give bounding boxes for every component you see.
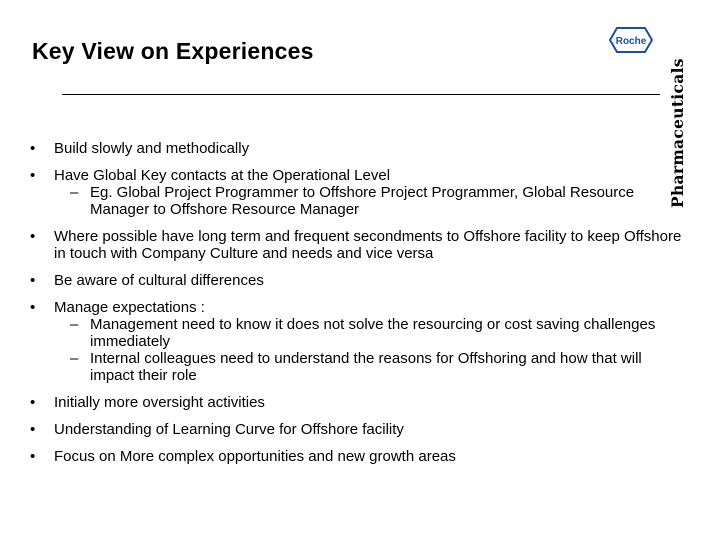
bullet-marker: •: [30, 272, 36, 289]
sub-bullet-marker: –: [70, 350, 79, 367]
bullet-item: [30, 272, 690, 289]
bullet-item: [30, 394, 690, 411]
bullet-text: Build slowly and methodically: [54, 140, 250, 157]
bullet-marker: •: [30, 167, 36, 184]
bullet-item: [30, 140, 690, 157]
sub-bullet-text: Management need to know it does not solve the resourcing or cost saving challenges immediately: [90, 316, 656, 350]
bullet-text: Be aware of cultural differences: [54, 272, 264, 289]
side-label: Pharmaceuticals: [668, 58, 687, 208]
bullet-marker: •: [30, 299, 36, 316]
sub-bullet-marker: –: [70, 316, 79, 333]
title-divider: [62, 94, 660, 95]
sub-bullet-text: Internal colleagues need to understand the reasons for Offshoring and how that will impact their role: [90, 350, 642, 384]
bullet-text: Focus on More complex opportunities and new growth areas: [54, 448, 456, 465]
bullet-item: [30, 167, 690, 218]
bullet-marker: •: [30, 421, 36, 438]
sub-bullet-marker: –: [70, 184, 79, 201]
roche-logo-text: Roche: [615, 36, 647, 47]
sub-bullet-text: Eg. Global Project Programmer to Offshore Project Programmer, Global Resource Manager to Offshore Resource Manager: [90, 184, 635, 218]
bullet-marker: •: [30, 140, 36, 157]
bullet-text: Manage expectations :: [54, 299, 205, 316]
bullet-item: [30, 299, 690, 384]
bullet-marker: •: [30, 228, 36, 245]
bullet-marker: •: [30, 448, 36, 465]
bullet-text: Where possible have long term and frequent secondments to Offshore facility to keep Offshore in touch with Company Culture and needs and vice versa: [54, 228, 682, 262]
sub-bullet-item: [30, 184, 690, 218]
bullet-marker: •: [30, 394, 36, 411]
sub-bullet-item: [30, 350, 690, 384]
sub-bullet-item: [30, 316, 690, 350]
bullet-item: [30, 421, 690, 438]
roche-logo: [609, 27, 653, 53]
slide-title: Key View on Experiences: [32, 38, 314, 64]
bullet-item: [30, 448, 690, 465]
bullet-list: [30, 140, 690, 475]
bullet-item: [30, 228, 690, 262]
bullet-text: Have Global Key contacts at the Operational Level: [54, 167, 391, 184]
bullet-text: Initially more oversight activities: [54, 394, 265, 411]
bullet-text: Understanding of Learning Curve for Offshore facility: [54, 421, 404, 438]
